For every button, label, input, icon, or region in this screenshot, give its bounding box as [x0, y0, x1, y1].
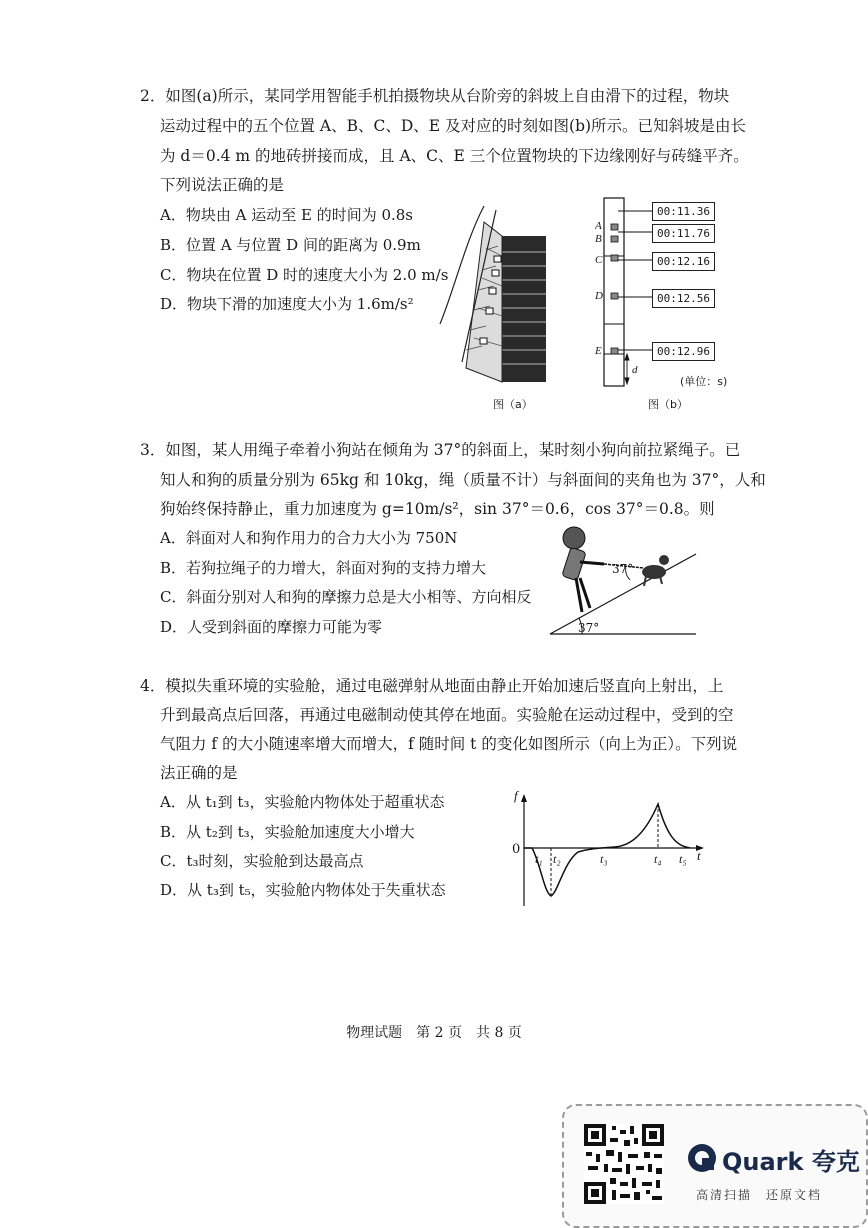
q2-pos-b: B — [595, 233, 602, 245]
q2-d-label: d — [632, 364, 638, 376]
q4-line-3: 气阻力 f 的大小随速率增大而增大，f 随时间 t 的变化如图所示（向上为正）。下列说 — [160, 735, 738, 753]
q3-option-d: D．人受到斜面的摩擦力可能为零 — [160, 618, 383, 636]
q2-line-2: 运动过程中的五个位置 A、B、C、D、E 及对应的时刻如图(b)所示。已知斜坡是由长 — [160, 117, 747, 135]
q2-option-c: C．物块在位置 D 时的速度大小为 2.0 m/s — [160, 266, 449, 284]
q2-line-4: 下列说法正确的是 — [160, 176, 285, 194]
q4-line-4: 法正确的是 — [160, 764, 238, 782]
q3-line-1: 3．如图，某人用绳子牵着小狗站在倾角为 37°的斜面上，某时刻小狗向前拉紧绳子。已 — [140, 441, 741, 459]
qr-code-icon — [584, 1124, 664, 1204]
q4-line-1: 4．模拟失重环境的实验舱，通过电磁弹射从地面由静止开始加速后竖直向上射出，上 — [140, 677, 724, 695]
q2-time-e: 00:12.96 — [652, 342, 715, 361]
q2-line-1: 2．如图(a)所示，某同学用智能手机拍摄物块从台阶旁的斜坡上自由滑下的过程，物块 — [140, 87, 730, 105]
q4-tick-t3: t₃ — [600, 852, 608, 866]
page-footer: 物理试题 第 2 页 共 8 页 — [346, 1025, 522, 1041]
q4-option-b: B．从 t₂到 t₃，实验舱加速度大小增大 — [160, 823, 415, 841]
q3-option-b: B．若狗拉绳子的力增大，斜面对狗的支持力增大 — [160, 559, 487, 577]
q2-figure-a — [436, 200, 548, 386]
q4-x-label: t — [697, 848, 701, 863]
q3-rope-angle: 37° — [612, 562, 634, 576]
quark-logo-icon — [686, 1142, 718, 1174]
q2-option-d: D．物块下滑的加速度大小为 1.6m/s² — [160, 295, 414, 313]
q4-tick-t5: t₅ — [679, 852, 687, 866]
q4-curve — [524, 804, 690, 896]
quark-tagline: 高清扫描 还原文档 — [696, 1188, 823, 1202]
q2-option-b: B．位置 A 与位置 D 间的距离为 0.9m — [160, 236, 421, 254]
q2-pos-a: A — [595, 220, 602, 232]
q4-origin: 0 — [512, 842, 521, 857]
q4-tick-t2: t₂ — [553, 852, 561, 866]
q2-unit: (单位：s) — [680, 375, 728, 388]
q2-fig-b-caption: 图（b） — [648, 398, 688, 411]
quark-brand: Quark 夸克 — [722, 1148, 860, 1176]
q2-pos-e: E — [595, 345, 602, 357]
q4-tick-t4: t₄ — [654, 852, 662, 866]
q2-time-b: 00:11.76 — [652, 224, 715, 243]
q4-tick-t1: t₁ — [535, 852, 543, 866]
q2-line-3: 为 d＝0.4 m 的地砖拼接而成，且 A、C、E 三个位置物块的下边缘刚好与砖缝平齐。 — [160, 147, 749, 165]
q3-option-a: A．斜面对人和狗作用力的合力大小为 750N — [160, 529, 458, 547]
q3-line-3: 狗始终保持静止，重力加速度为 g=10m/s²，sin 37°＝0.6，cos 37°＝0.8。则 — [160, 500, 715, 518]
q4-line-2: 升到最高点后回落，再通过电磁制动使其停在地面。实验舱在运动过程中，受到的空 — [160, 706, 734, 724]
q2-time-c: 00:12.16 — [652, 252, 715, 271]
q2-time-a: 00:11.36 — [652, 202, 715, 221]
q3-option-c: C．斜面分别对人和狗的摩擦力总是大小相等、方向相反 — [160, 588, 532, 606]
quark-watermark — [562, 1104, 868, 1228]
q4-y-label: f — [514, 788, 518, 803]
q4-option-d: D．从 t₃到 t₅，实验舱内物体处于失重状态 — [160, 881, 446, 899]
q3-slope-angle: 37° — [578, 621, 600, 635]
q4-option-c: C．t₃时刻，实验舱到达最高点 — [160, 852, 364, 870]
q4-graph — [514, 792, 710, 908]
q4-option-a: A．从 t₁到 t₃，实验舱内物体处于超重状态 — [160, 793, 445, 811]
q3-line-2: 知人和狗的质量分别为 65kg 和 10kg，绳（质量不计）与斜面间的夹角也为 37°，人和 — [160, 471, 766, 489]
q2-option-a: A．物块由 A 运动至 E 的时间为 0.8s — [160, 206, 414, 224]
q2-time-d: 00:12.56 — [652, 289, 715, 308]
q2-pos-d: D — [595, 290, 603, 302]
q2-fig-a-caption: 图（a） — [493, 398, 533, 411]
q2-pos-c: C — [595, 254, 603, 266]
